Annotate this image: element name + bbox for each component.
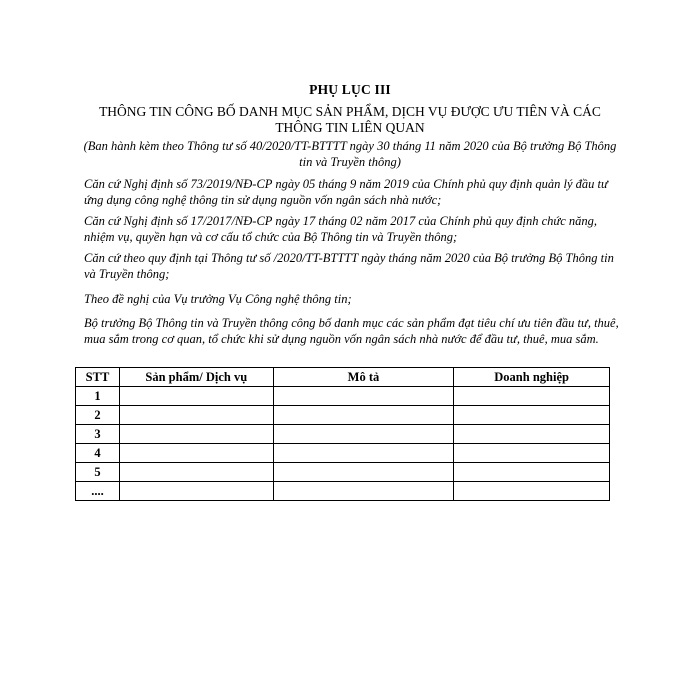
proposal-paragraph: Theo đề nghị của Vụ trưởng Vụ Công nghệ thông tin; xyxy=(84,292,352,306)
row-number: 4 xyxy=(76,444,120,463)
basis-paragraph-1: Căn cứ Nghị định số 73/2019/NĐ-CP ngày 05 tháng 9 năm 2019 của Chính phủ quy định quản lý đầu tư ứng dụng công nghệ thông tin sử dụng nguồn vốn ngân sách nhà nước; xyxy=(84,177,608,207)
product-cell xyxy=(119,444,273,463)
row-number: .... xyxy=(76,482,120,501)
table-header-row xyxy=(76,368,610,387)
table-row xyxy=(76,425,610,444)
announcement-paragraph: Bộ trưởng Bộ Thông tin và Truyền thông công bố danh mục các sản phẩm đạt tiêu chí ưu tiên đầu tư, thuê, mua sắm trong cơ quan, tổ chức khi sử dụng nguồn vốn ngân sách nhà nước để đầu tư, thuê, mua sắm. xyxy=(84,316,619,346)
product-cell xyxy=(119,482,273,501)
product-cell xyxy=(119,463,273,482)
product-cell xyxy=(119,406,273,425)
enterprise-cell xyxy=(454,425,610,444)
document-subtitle: THÔNG TIN CÔNG BỐ DANH MỤC SẢN PHẨM, DỊCH VỤ ĐƯỢC ƯU TIÊN VÀ CÁC THÔNG TIN LIÊN QUAN xyxy=(99,104,601,135)
description-cell xyxy=(273,482,454,501)
description-cell xyxy=(273,444,454,463)
table-row xyxy=(76,387,610,406)
table-row xyxy=(76,482,610,501)
basis-paragraph-3: Căn cứ theo quy định tại Thông tư số /2020/TT-BTTTT ngày tháng năm 2020 của Bộ trưởng Bộ Thông tin và Truyền thông; xyxy=(84,251,614,281)
issued-by-note: (Ban hành kèm theo Thông tư số 40/2020/TT-BTTTT ngày 30 tháng 11 năm 2020 của Bộ trưởng Bộ Thông tin và Truyền thông) xyxy=(83,139,617,169)
header-stt: STT xyxy=(76,368,120,387)
enterprise-cell xyxy=(454,387,610,406)
enterprise-cell xyxy=(454,482,610,501)
row-number: 5 xyxy=(76,463,120,482)
appendix-title: PHỤ LỤC III xyxy=(309,82,391,97)
row-number: 1 xyxy=(76,387,120,406)
product-list-table xyxy=(75,367,610,501)
row-number: 2 xyxy=(76,406,120,425)
table-row xyxy=(76,463,610,482)
table-row xyxy=(76,406,610,425)
product-cell xyxy=(119,387,273,406)
header-product-service: Sản phẩm/ Dịch vụ xyxy=(119,368,273,387)
basis-paragraph-2: Căn cứ Nghị định số 17/2017/NĐ-CP ngày 17 tháng 02 năm 2017 của Chính phủ quy định chức năng, nhiệm vụ, quyền hạn và cơ cấu tổ chức của Bộ Thông tin và Truyền thông; xyxy=(84,214,598,244)
row-number: 3 xyxy=(76,425,120,444)
product-cell xyxy=(119,425,273,444)
enterprise-cell xyxy=(454,406,610,425)
enterprise-cell xyxy=(454,444,610,463)
description-cell xyxy=(273,387,454,406)
description-cell xyxy=(273,463,454,482)
description-cell xyxy=(273,406,454,425)
table-row xyxy=(76,444,610,463)
header-description: Mô tả xyxy=(273,368,454,387)
enterprise-cell xyxy=(454,463,610,482)
header-enterprise: Doanh nghiệp xyxy=(454,368,610,387)
description-cell xyxy=(273,425,454,444)
